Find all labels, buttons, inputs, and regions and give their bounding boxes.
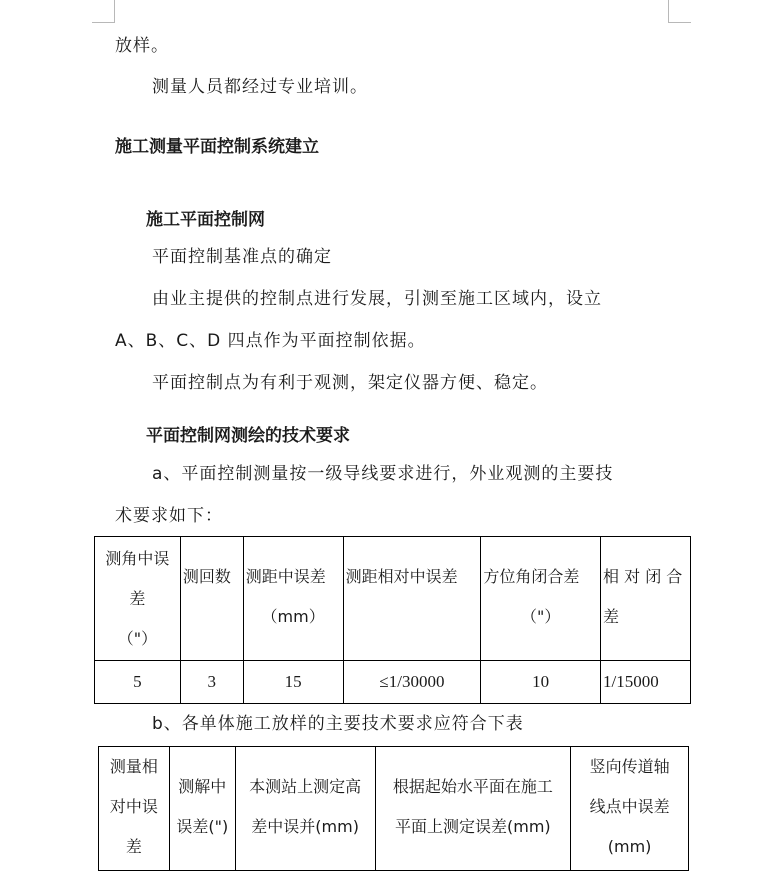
- header-angle-error: 测角中误 差 （"）: [95, 537, 181, 661]
- table-header-row: [95, 537, 691, 661]
- cell-angle-error: 5: [95, 661, 181, 704]
- cell-azimuth-closure: 10: [481, 661, 601, 704]
- paragraph-training: 测量人员都经过专业培训。: [152, 77, 368, 97]
- header-relative-centering-error: 测量相 对中误 差: [99, 747, 170, 871]
- table-header-row: [99, 747, 689, 871]
- page-corner-mark-left: [92, 0, 115, 23]
- paragraph-control-points-2: A、B、C、D 四点作为平面控制依据。: [115, 331, 426, 351]
- paragraph-traverse-2: 术要求如下：: [115, 506, 223, 526]
- subsection-heading: 施工平面控制网: [146, 210, 265, 230]
- paragraph-traverse-1: a、平面控制测量按一级导线要求进行，外业观测的主要技: [152, 464, 614, 484]
- section-heading: 施工测量平面控制系统建立: [115, 137, 319, 157]
- paragraph-control-points-1: 由业主提供的控制点进行发展，引测至施工区域内，设立: [152, 289, 602, 309]
- traverse-requirements-table: [94, 536, 691, 704]
- cell-relative-closure: 1/15000: [601, 661, 691, 704]
- header-azimuth-closure: 方位角闭合差 （"）: [481, 537, 601, 661]
- header-vertical-axis-error: 竖向传道轴 线点中误差 (mm): [571, 747, 689, 871]
- technical-requirements-heading: 平面控制网测绘的技术要求: [146, 426, 350, 446]
- header-relative-distance-error: 测距相对中误差: [343, 537, 481, 661]
- cell-relative-distance-error: ≤1/30000: [343, 661, 481, 704]
- header-relative-closure: 相 对 闭 合 差: [601, 537, 691, 661]
- paragraph-baseline: 平面控制基准点的确定: [152, 247, 332, 267]
- table-row: [95, 661, 691, 704]
- header-rounds: 测回数: [180, 537, 243, 661]
- header-station-height-error: 本测站上测定高 差中误并(mm): [235, 747, 375, 871]
- header-distance-error: 测距中误差 （mm）: [243, 537, 343, 661]
- paragraph-stakeout-requirements: b、各单体施工放样的主要技术要求应符合下表: [152, 714, 524, 734]
- header-measuring-error: 测解中 误差("): [169, 747, 235, 871]
- stakeout-requirements-table: [98, 746, 689, 871]
- header-plane-error: 根据起始水平面在施工 平面上测定误差(mm): [375, 747, 571, 871]
- cell-rounds: 3: [180, 661, 243, 704]
- cell-distance-error: 15: [243, 661, 343, 704]
- page-corner-mark-right: [668, 0, 691, 23]
- paragraph-fangyang: 放样。: [115, 36, 169, 56]
- paragraph-stability: 平面控制点为有利于观测，架定仪器方便、稳定。: [152, 373, 548, 393]
